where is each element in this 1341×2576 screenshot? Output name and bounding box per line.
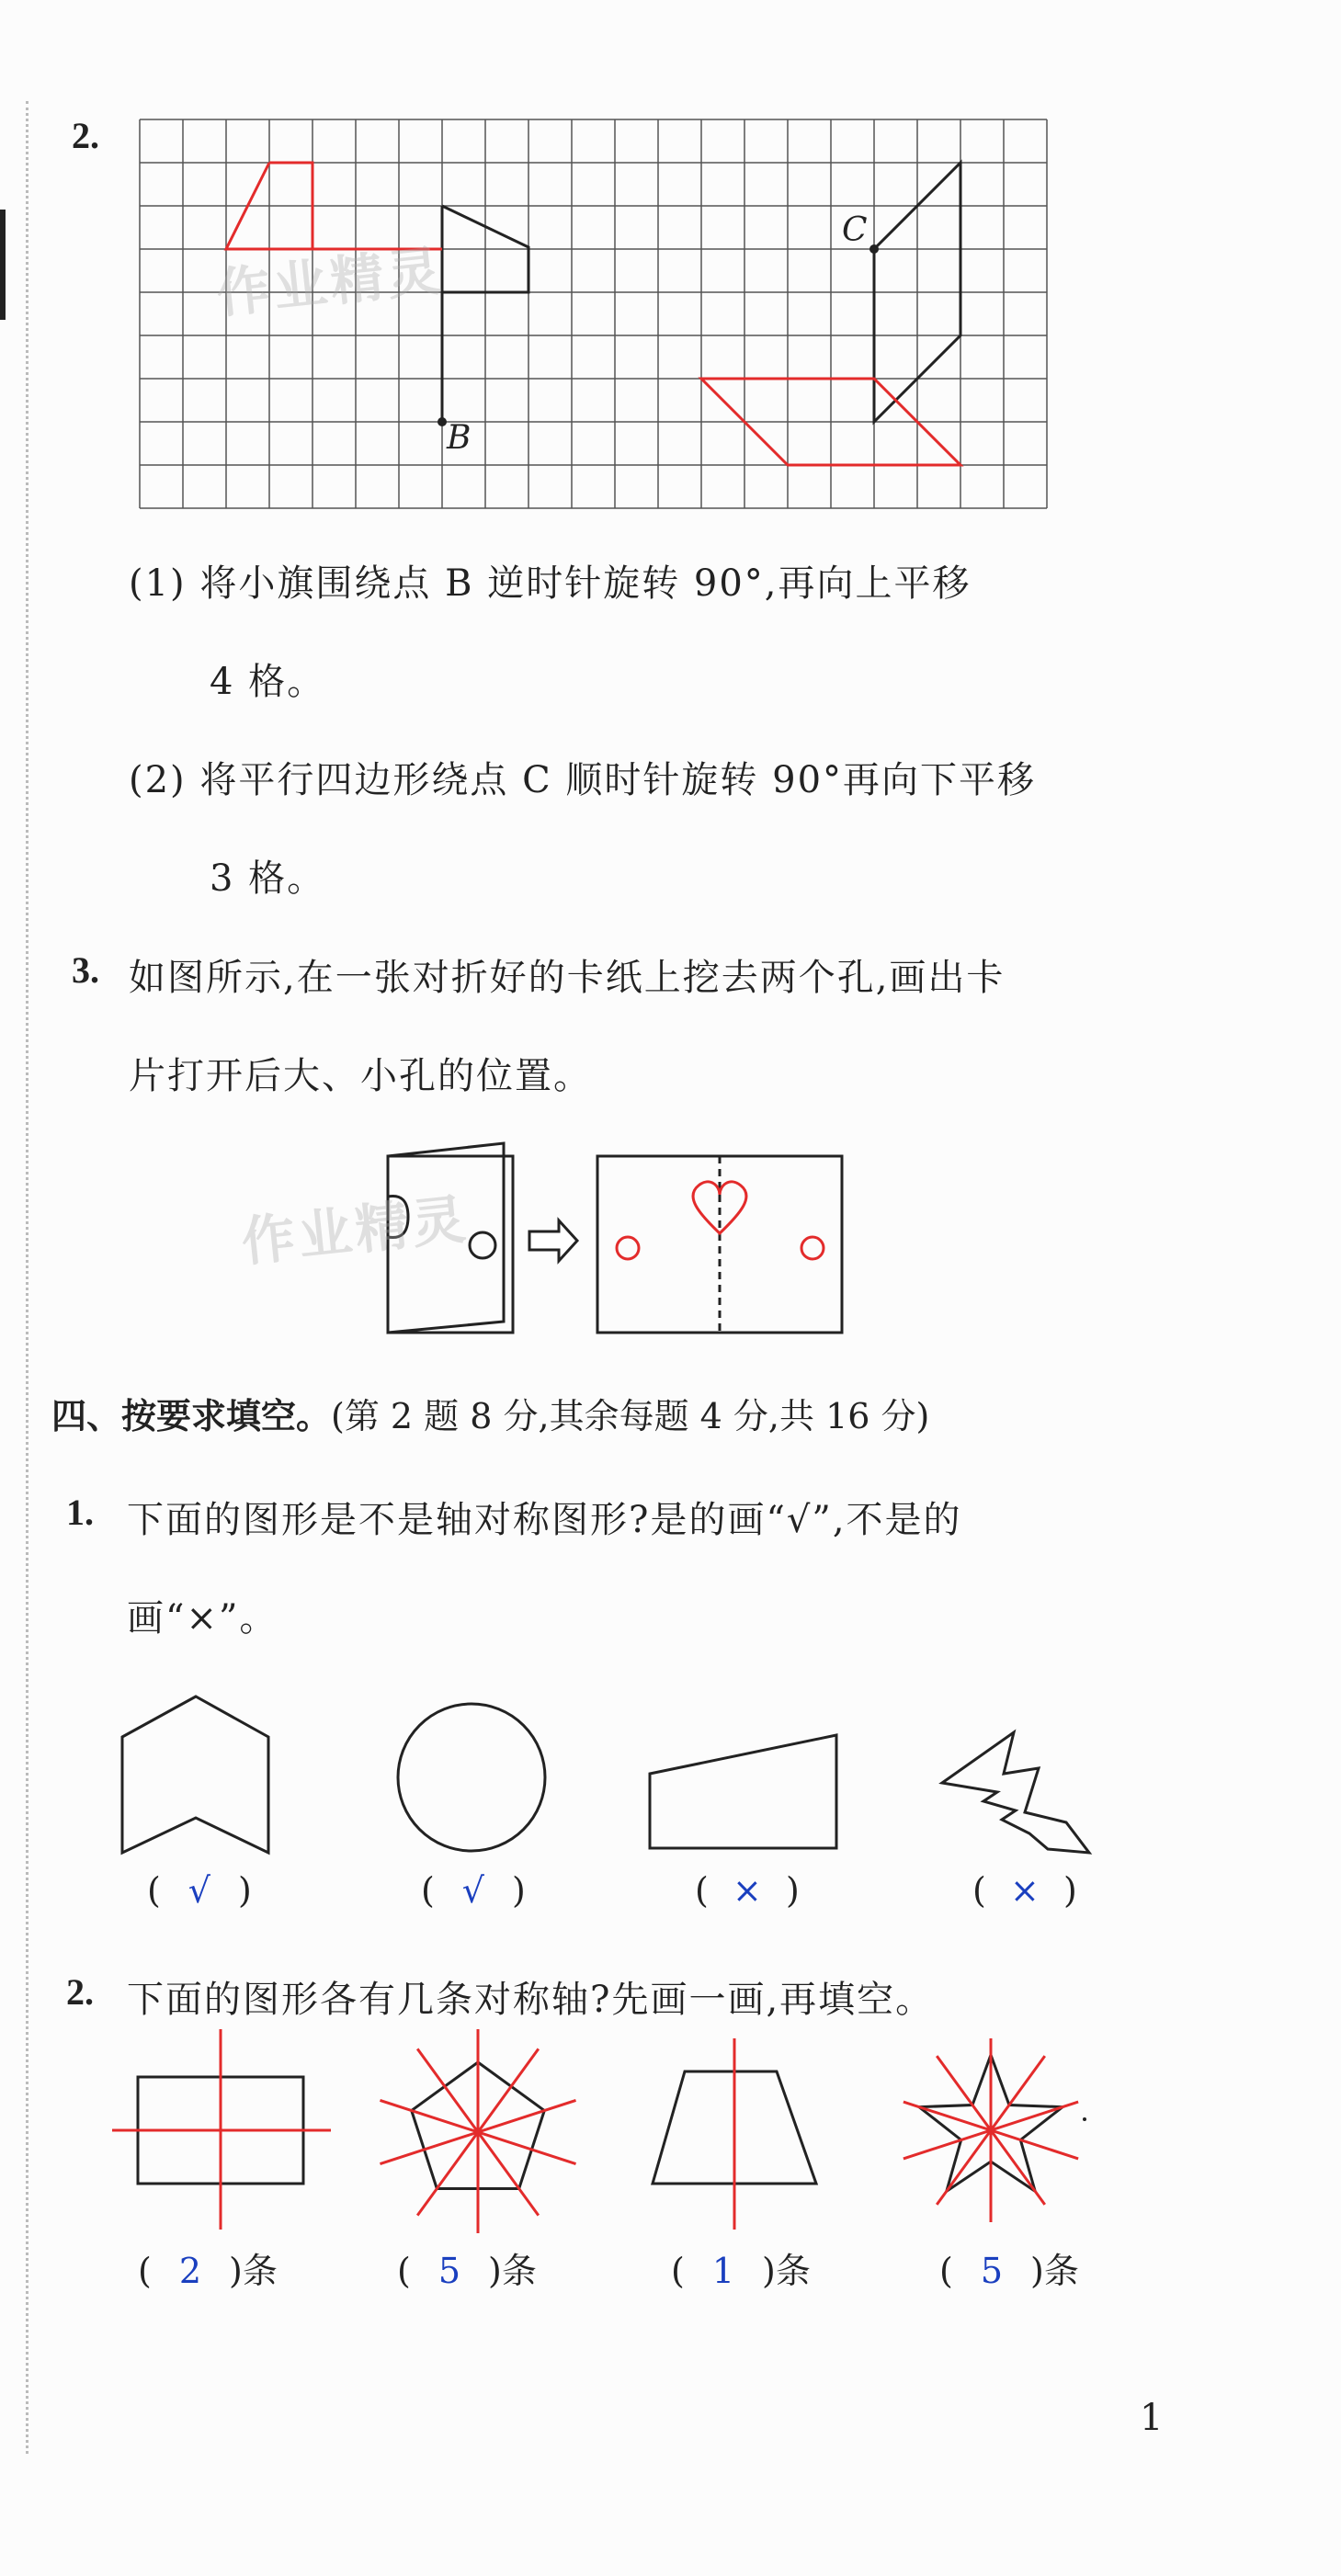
label-C: C — [842, 211, 868, 249]
unit-4: 条 — [1043, 2251, 1079, 2291]
page-number: 1 — [1140, 2397, 1164, 2439]
s4-q2-line1: 下面的图形各有几条对称轴?先画一画,再填空。 — [127, 1979, 935, 2021]
unit-2: 条 — [501, 2251, 537, 2291]
answer-paren-4: ( × ) — [972, 1870, 1077, 1911]
grid-figure — [0, 0, 1341, 551]
point-B — [438, 417, 447, 426]
section4-heading — [51, 1388, 929, 1438]
s4-q2-number: 2. — [66, 1971, 94, 2013]
label-B: B — [447, 419, 472, 457]
answer-paren-2: ( √ ) — [421, 1870, 526, 1911]
axes-paren-2: ( 5 )条 — [397, 2251, 537, 2291]
axes-answer-3: 1 — [711, 2251, 734, 2291]
right-small-hole — [801, 1237, 824, 1259]
unit-3: 条 — [775, 2251, 811, 2291]
q3-line1: 如图所示,在一张对折好的卡纸上挖去两个孔,画出卡 — [129, 957, 1006, 999]
section4-heading-bold: 四、按要求填空。 — [51, 1395, 332, 1436]
left-small-hole — [617, 1237, 639, 1259]
answer-1: √ — [188, 1870, 211, 1911]
answer-paren-1: ( √ ) — [147, 1870, 252, 1911]
pentagon-with-axes — [380, 2029, 575, 2233]
q2-sub2-line2: 3 格。 — [210, 857, 326, 900]
axes-answer-4: 5 — [980, 2251, 1003, 2291]
s4-q1-line1: 下面的图形是不是轴对称图形?是的画“√”,不是的 — [127, 1499, 962, 1541]
rectangle-with-axes — [112, 2029, 331, 2230]
s4-q1-line2: 画“×”。 — [127, 1597, 278, 1640]
isosceles-trapezoid-with-axis — [653, 2038, 816, 2230]
section4-heading-note: (第 2 题 8 分,其余每题 4 分,共 16 分) — [331, 1396, 930, 1436]
q3-number: 3. — [72, 949, 99, 991]
symmetry-shapes — [0, 1673, 1341, 1875]
arrow-pentagon-shape — [122, 1697, 268, 1853]
answer-4: × — [1009, 1870, 1040, 1911]
arrow-icon — [529, 1220, 577, 1261]
answer-3: × — [732, 1870, 762, 1911]
axes-shapes — [0, 2022, 1341, 2233]
axes-answer-1: 2 — [178, 2251, 201, 2291]
point-C — [869, 244, 879, 254]
circle-shape — [398, 1704, 545, 1851]
star-with-axes — [903, 2038, 1078, 2222]
q3-line2: 片打开后大、小孔的位置。 — [129, 1055, 592, 1097]
trapezoid-shape — [650, 1735, 836, 1848]
opened-card — [597, 1156, 842, 1333]
s4-q1-number: 1. — [66, 1492, 94, 1533]
answer-paren-3: ( × ) — [695, 1870, 800, 1911]
q2-sub1-line2: 4 格。 — [210, 661, 326, 703]
watermark-2: 作业精灵 — [238, 1187, 472, 1274]
watermark: 作业精灵 — [213, 239, 448, 325]
axes-paren-4: ( 5 )条 — [939, 2251, 1079, 2291]
q2-sub2-line1: (2) 将平行四边形绕点 C 顺时针旋转 90°再向下平移 — [129, 759, 1037, 801]
q2-number: 2. — [72, 115, 99, 156]
axes-paren-1: ( 2 )条 — [138, 2251, 278, 2291]
lightning-shape — [942, 1732, 1089, 1853]
unit-1: 条 — [242, 2251, 278, 2291]
q2-sub1-line1: (1) 将小旗围绕点 B 逆时针旋转 90°,再向上平移 — [129, 562, 972, 605]
axes-paren-3: ( 1 )条 — [671, 2251, 811, 2291]
answer-2: √ — [461, 1870, 485, 1911]
axes-answer-2: 5 — [438, 2251, 460, 2291]
